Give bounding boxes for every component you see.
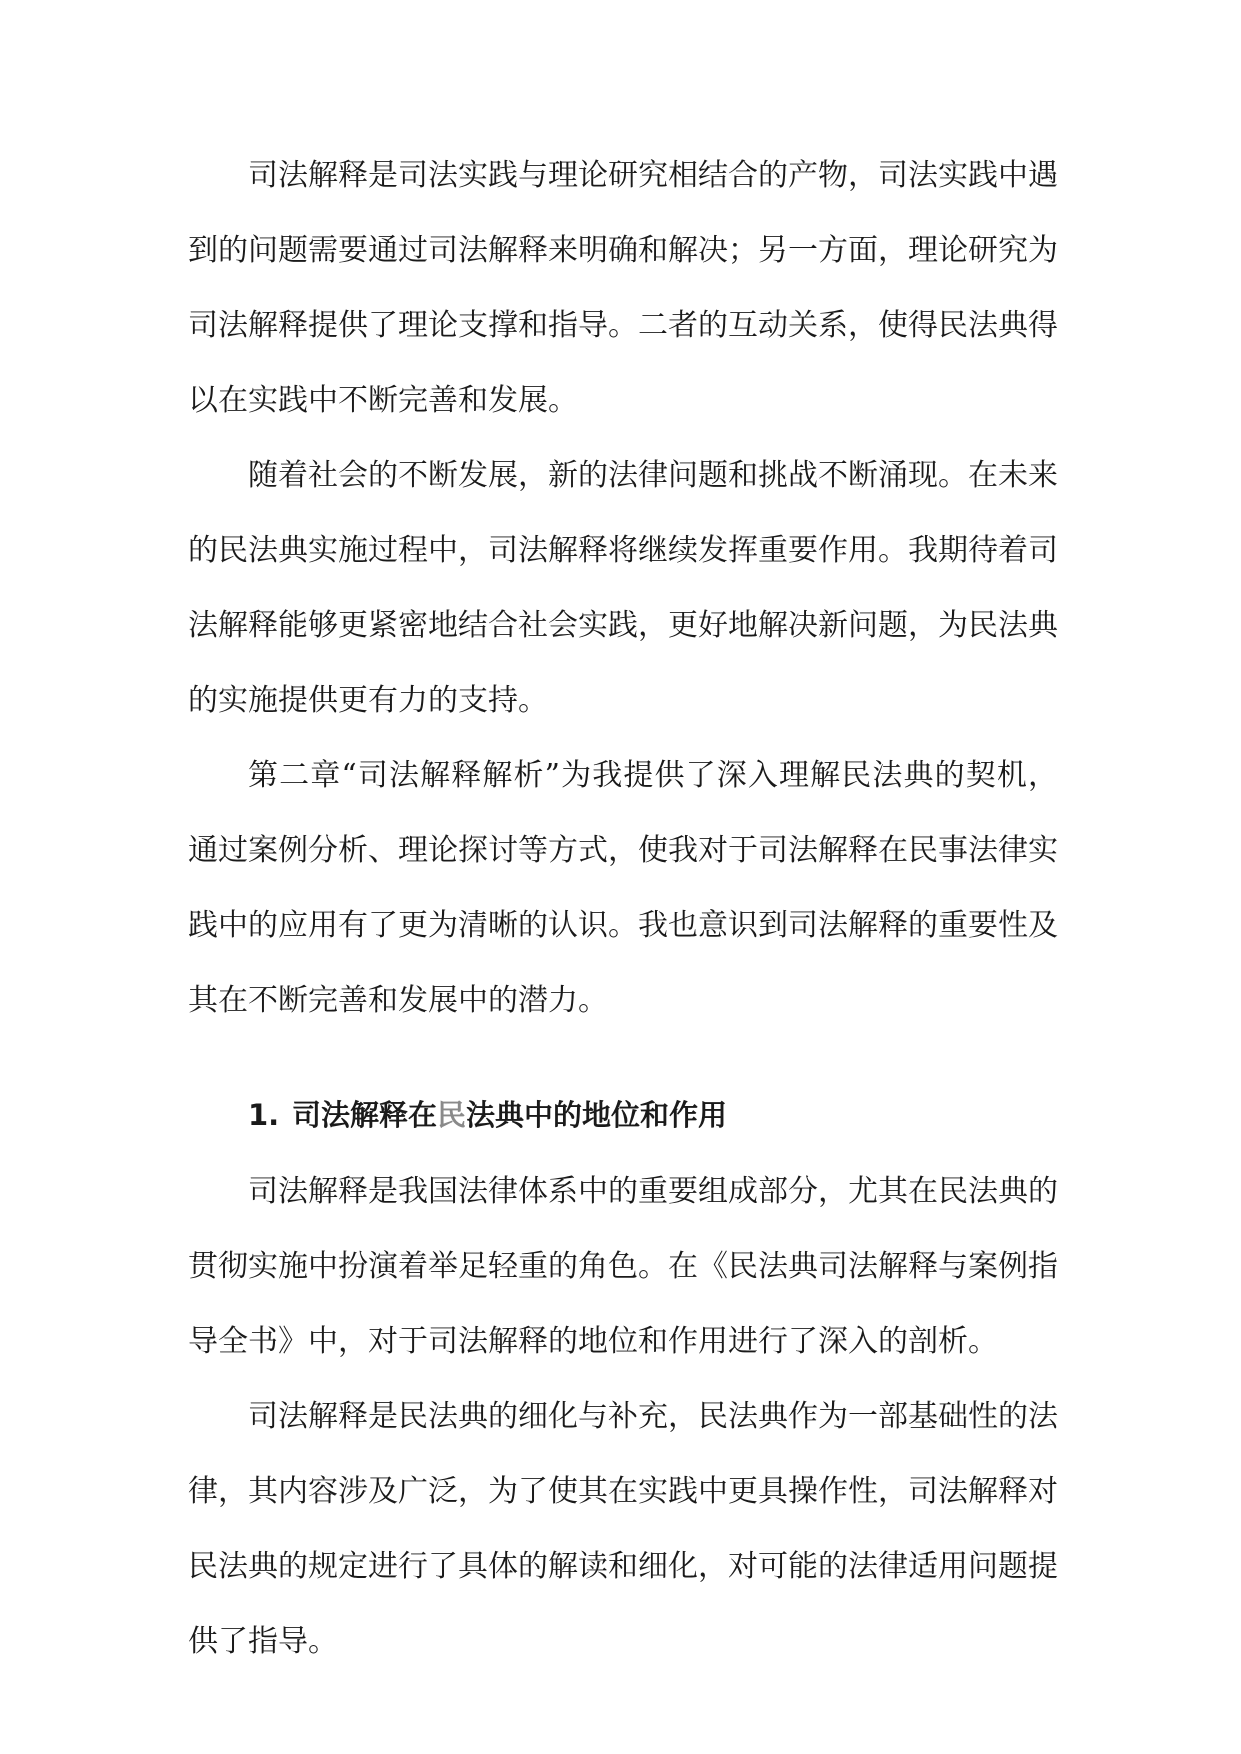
document-body [188,138,1058,1679]
body-paragraph: 司法解释是我国法律体系中的重要组成部分，尤其在民法典的贯彻实施中扮演着举足轻重的角色。在《民法典司法解释与案例指导全书》中，对于司法解释的地位和作用进行了深入的剖析。 [188,1174,1058,1359]
section-heading [188,1076,1058,1154]
section-title-highlight: 民 [437,1098,467,1132]
body-paragraph: 随着社会的不断发展，新的法律问题和挑战不断涌现。在未来的民法典实施过程中，司法解释将继续发挥重要作用。我期待着司法解释能够更紧密地结合社会实践，更好地解决新问题，为民法典的实施提供更有力的支持。 [188,458,1058,718]
section-title-part: 法典中的地位和作用 [466,1098,728,1132]
section-title-part: 司法解释在 [292,1098,438,1132]
body-paragraph: 司法解释是司法实践与理论研究相结合的产物，司法实践中遇到的问题需要通过司法解释来明确和解决；另一方面，理论研究为司法解释提供了理论支撑和指导。二者的互动关系，使得民法典得以在实践中不断完善和发展。 [188,158,1058,418]
body-paragraph: 第二章“司法解释解析”为我提供了深入理解民法典的契机，通过案例分析、理论探讨等方式，使我对于司法解释在民事法律实践中的应用有了更为清晰的认识。我也意识到司法解释的重要性及其在不断完善和发展中的潜力。 [188,758,1058,1018]
section-number: 1. [248,1098,280,1132]
body-paragraph: 司法解释是民法典的细化与补充，民法典作为一部基础性的法律，其内容涉及广泛，为了使其在实践中更具操作性，司法解释对民法典的规定进行了具体的解读和细化，对可能的法律适用问题提供了指导。 [188,1399,1058,1659]
